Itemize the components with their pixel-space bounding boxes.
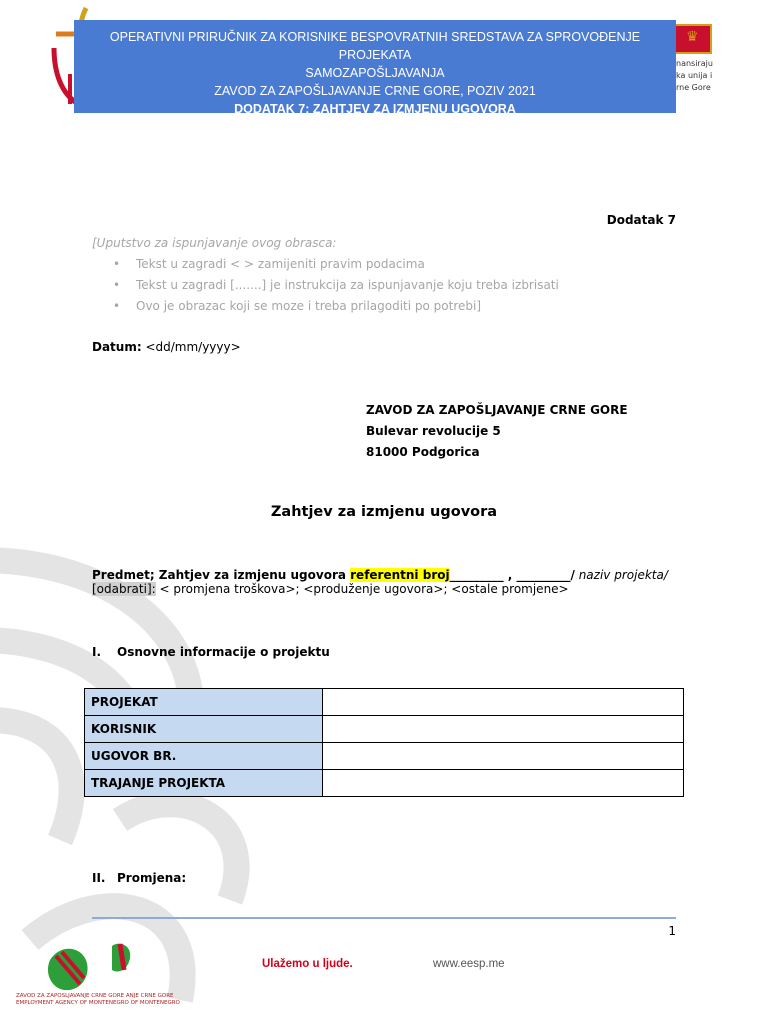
form-instructions	[92, 234, 692, 317]
address-line: ZAVOD ZA ZAPOŠLJAVANJE CRNE GORE	[366, 403, 628, 417]
date-line	[92, 340, 241, 354]
address-line: Bulevar revolucije 5	[366, 424, 501, 438]
agency-name-english: EMPLOYMENT AGENCY OF MONTENEGRO	[16, 1000, 129, 1006]
footer-slogan: Ulažemo u ljude.	[262, 958, 353, 970]
table-row	[85, 716, 684, 743]
header-right-line: rne Gore	[676, 83, 711, 92]
instructions-list	[92, 254, 692, 317]
address-line: 81000 Podgorica	[366, 445, 480, 459]
subject-line	[92, 568, 692, 596]
header-banner	[74, 20, 676, 116]
section-number: II.	[92, 871, 106, 885]
recipient-address	[366, 400, 628, 463]
agency-name-dup: OF MONTENEGRO	[130, 1000, 180, 1006]
select-instruction: [odabrati]:	[92, 582, 156, 596]
instruction-item: • Tekst u zagradi < > zamijeniti pravim podacima	[136, 254, 692, 275]
agency-name-dup: ANJE CRNE GORE	[125, 993, 174, 999]
project-value-cell[interactable]	[323, 689, 684, 716]
project-duration-value-cell[interactable]	[323, 770, 684, 797]
change-options: < promjena troškova>; <produženje ugovora>; <ostale promjene>	[155, 582, 569, 596]
table-label-cell: KORISNIK	[85, 716, 323, 743]
section-number: I.	[92, 645, 102, 659]
table-label-cell: PROJEKAT	[85, 689, 323, 716]
montenegro-flag-icon	[674, 24, 712, 54]
banner-appendix-title: DODATAK 7: ZAHTJEV ZA IZMJENU UGOVORA	[234, 102, 516, 116]
banner-line: OPERATIVNI PRIRUČNIK ZA KORISNIKE BESPOVRATNIH SREDSTAVA ZA SPROVOĐENJE PROJEKATA	[109, 30, 641, 62]
table-label-cell: UGOVOR BR.	[85, 743, 323, 770]
date-label: Datum:	[92, 340, 142, 354]
section-title: Promjena:	[117, 871, 187, 885]
page-number: 1	[668, 924, 676, 938]
footer-website-link[interactable]: www.eesp.me	[433, 958, 505, 970]
contract-number-value-cell[interactable]	[323, 743, 684, 770]
table-label-cell: TRAJANJE PROJEKTA	[85, 770, 323, 797]
table-row	[85, 689, 684, 716]
employment-agency-name	[16, 993, 186, 1007]
eagle-emblem-icon: ♛	[686, 29, 699, 45]
project-name-placeholder: naziv projekta/	[574, 568, 668, 582]
reference-number-label: referentni broj	[350, 568, 450, 582]
reference-blanks: _________ , _________/	[449, 568, 575, 582]
table-row	[85, 770, 684, 797]
instruction-item: • Ovo je obrazac koji se moze i treba prilagoditi po potrebi]	[136, 296, 692, 317]
footer-divider	[92, 917, 676, 919]
agency-name-local: ZAVOD ZA ZAPOŠLJAVANJE CRNE GORE	[16, 993, 125, 999]
table-row	[85, 743, 684, 770]
document-title: Zahtjev za izmjenu ugovora	[270, 504, 498, 520]
project-info-table	[84, 688, 684, 797]
employment-agency-logo	[40, 940, 150, 1000]
appendix-label: Dodatak 7	[606, 213, 676, 227]
instructions-intro: [Uputstvo za ispunjavanje ovog obrasca:	[92, 236, 337, 250]
section-heading-basic-info	[92, 645, 330, 659]
subject-prefix: Predmet; Zahtjev za izmjenu ugovora	[92, 568, 351, 582]
banner-line: ZAVOD ZA ZAPOŠLJAVANJE CRNE GORE, POZIV 2021	[214, 84, 536, 98]
instruction-item: • Tekst u zagradi [.......] je instrukcija za ispunjavanje koju treba izbrisati	[136, 275, 692, 296]
section-title: Osnovne informacije o projektu	[117, 645, 330, 659]
banner-line: SAMOZAPOŠLJAVANJA	[305, 66, 445, 80]
date-value: <dd/mm/yyyy>	[141, 340, 241, 354]
header-right-line: ka unija i	[676, 71, 713, 80]
header-funding-text	[676, 58, 768, 94]
beneficiary-value-cell[interactable]	[323, 716, 684, 743]
header-right-line: nansiraju	[676, 59, 713, 68]
section-heading-change	[92, 871, 186, 885]
